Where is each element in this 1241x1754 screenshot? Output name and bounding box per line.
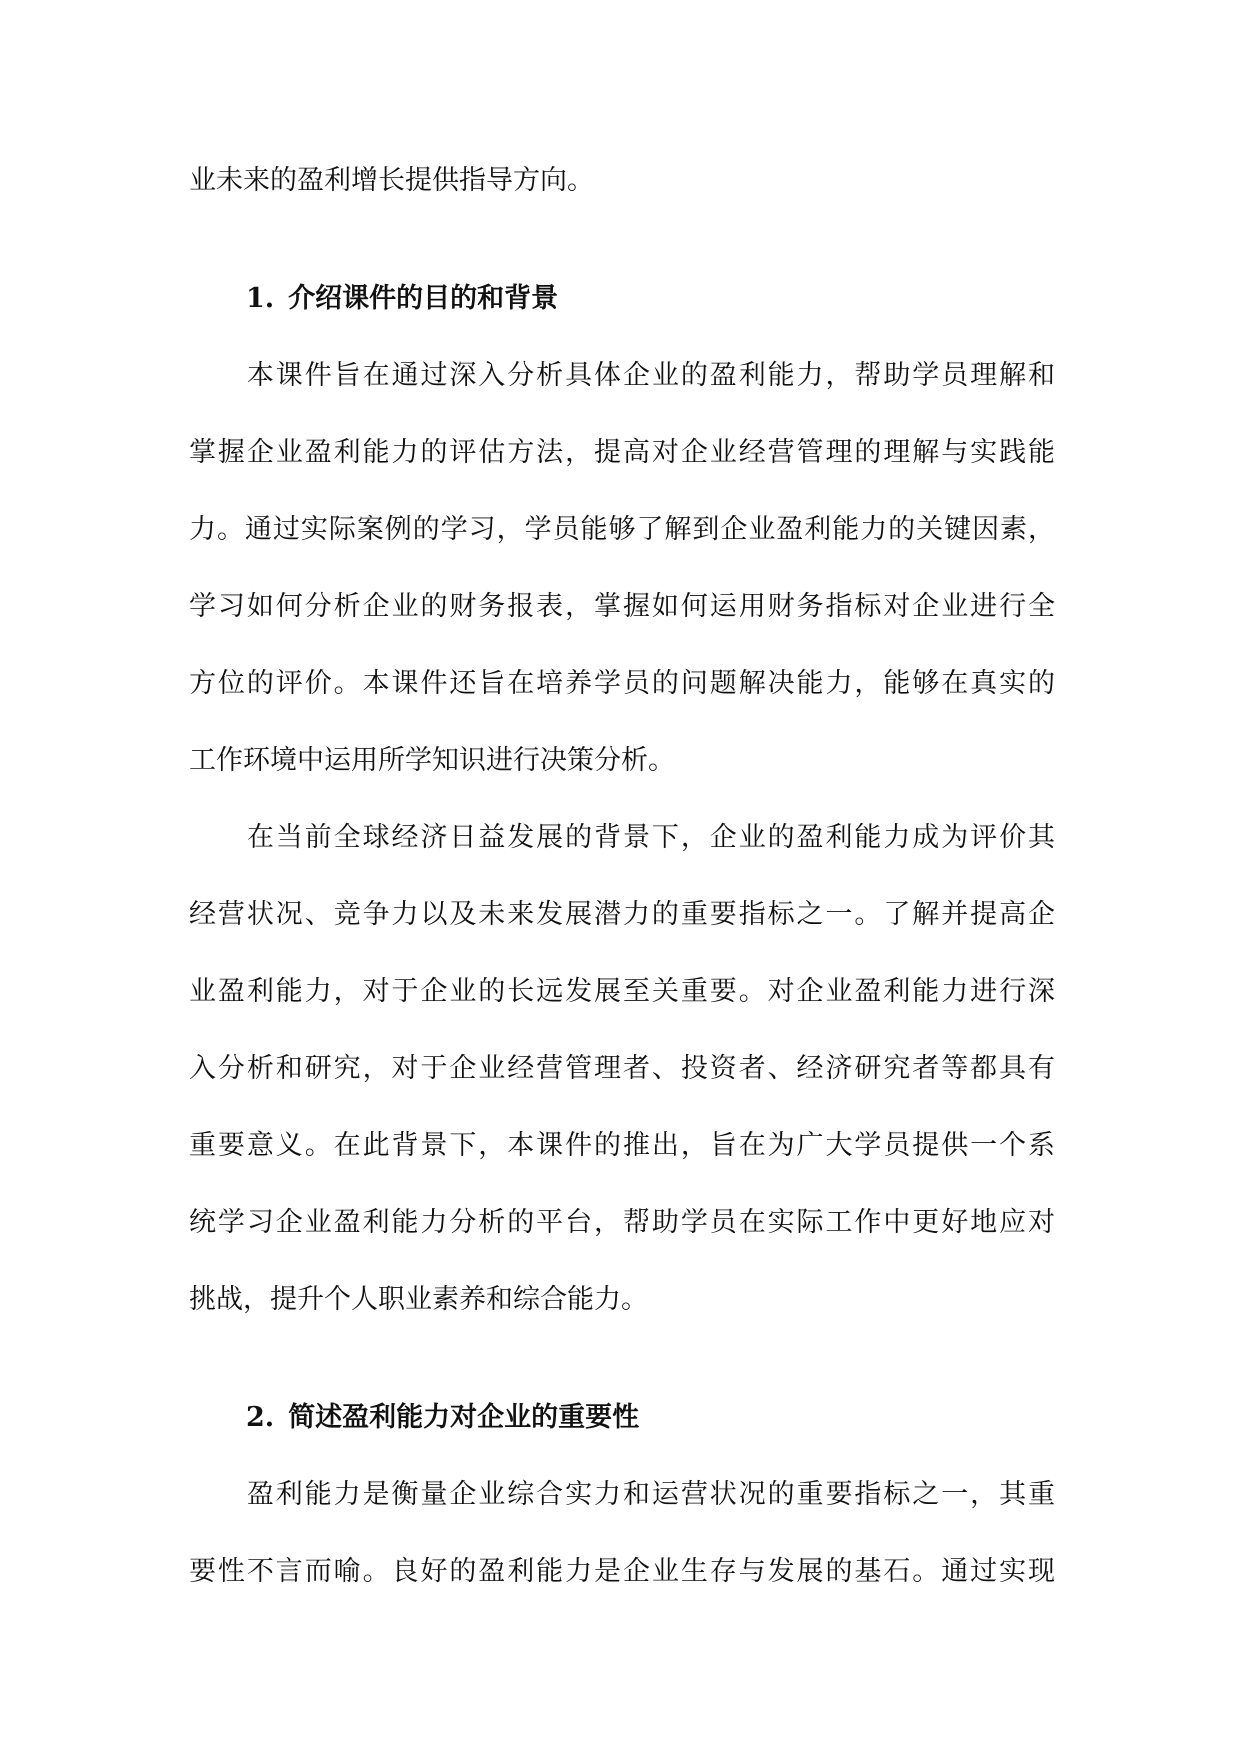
text-line: 盈利能力是衡量企业综合实力和运营状况的重要指标之一，其重 [189,1479,1055,1510]
section-1-paragraph-1 [189,337,1055,799]
text-line: 入分析和研究，对于企业经营管理者、投资者、经济研究者等都具有 [189,1053,1055,1084]
document-body [189,142,1055,1610]
section-1-heading [189,260,1055,337]
section-1-title: 介绍课件的目的和背景 [288,283,559,314]
section-1-paragraph-2 [189,799,1055,1338]
text-line: 方位的评价。本课件还旨在培养学员的问题解决能力，能够在真实的 [189,668,1055,699]
text-line: 掌握企业盈利能力的评估方法，提高对企业经营管理的理解与实践能 [189,437,1055,468]
text-line: 力。通过实际案例的学习，学员能够了解到企业盈利能力的关键因素， [189,514,1055,545]
text-line: 学习如何分析企业的财务报表，掌握如何运用财务指标对企业进行全 [189,591,1055,622]
text-line: 要性不言而喻。良好的盈利能力是企业生存与发展的基石。通过实现 [189,1556,1055,1587]
text-line: 在当前全球经济日益发展的背景下，企业的盈利能力成为评价其 [189,822,1055,853]
section-2-title: 简述盈利能力对企业的重要性 [288,1402,640,1433]
text-line: 重要意义。在此背景下，本课件的推出，旨在为广大学员提供一个系 [189,1130,1055,1161]
text-line: 工作环境中运用所学知识进行决策分析。 [189,745,675,776]
section-2-paragraph-1 [189,1456,1055,1610]
text-line: 挑战，提升个人职业素养和综合能力。 [189,1284,648,1315]
text-line: 经营状况、竞争力以及未来发展潜力的重要指标之一。了解并提高企 [189,899,1055,930]
text-line: 业盈利能力，对于企业的长远发展至关重要。对企业盈利能力进行深 [189,976,1055,1007]
text-line: 统学习企业盈利能力分析的平台，帮助学员在实际工作中更好地应对 [189,1207,1055,1238]
intro-tail-paragraph [189,142,1055,219]
section-2-heading [189,1379,1055,1456]
section-2-number: 2. [246,1402,275,1433]
text-line: 本课件旨在通过深入分析具体企业的盈利能力，帮助学员理解和 [189,360,1055,391]
section-1-number: 1. [246,283,275,314]
text-line: 业未来的盈利增长提供指导方向。 [189,165,594,196]
